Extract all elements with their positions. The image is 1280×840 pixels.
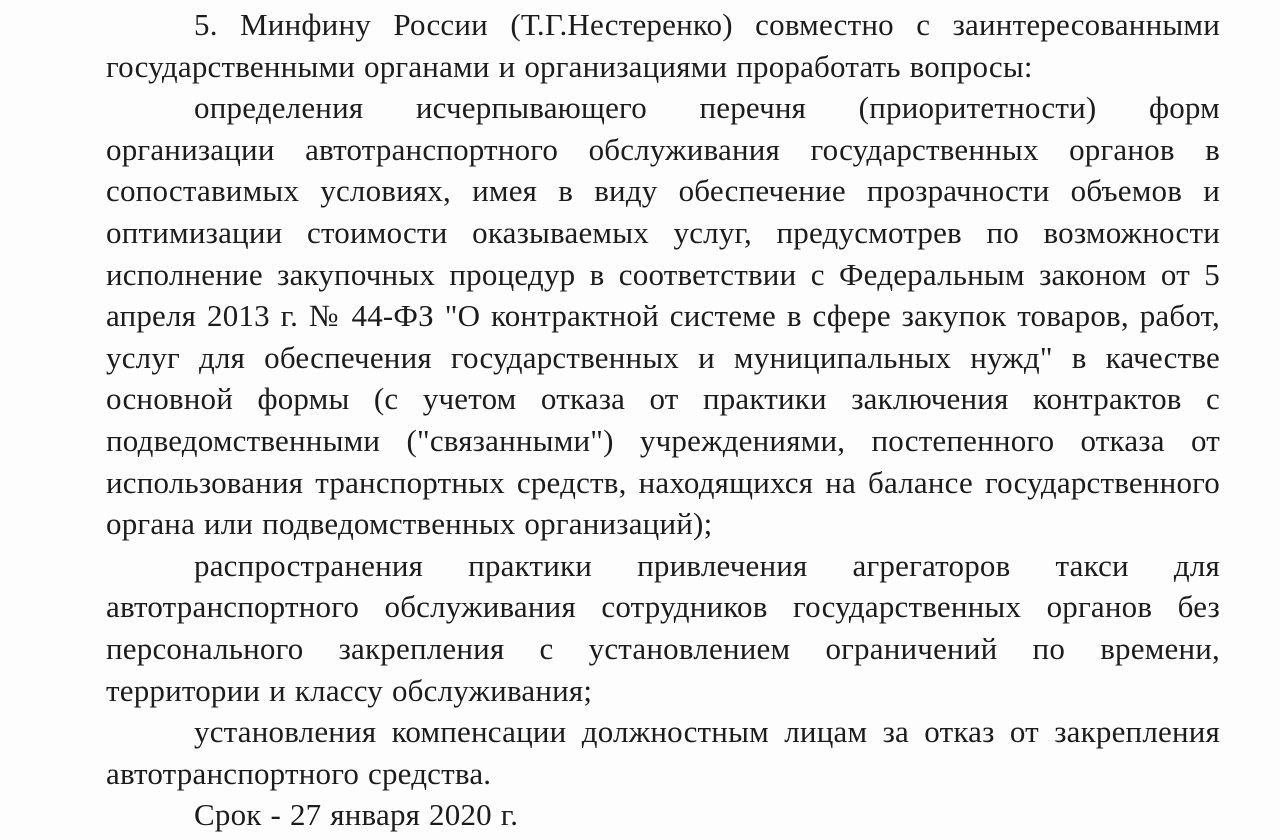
paragraph-subitem-list-of-forms: определения исчерпывающего перечня (приоритетности) форм организации автотранспортного обслуживания государственных органов в сопоставимых условиях, имея в виду обеспечение прозрачности объемов и оптимизации стоимости оказываемых услуг, предусмотрев по возможности исполнение закупочных процедур в соответствии с Федеральным законом от 5 апреля 2013 г. № 44-ФЗ "О контрактной системе в сфере закупок товаров, работ, услуг для обеспечения государственных и муниципальных нужд" в качестве основной формы (с учетом отказа от практики заключения контрактов с подведомственными ("связанными") учреждениями, постепенного отказа от использования транспортных средств, находящихся на балансе государственного органа или подведомственных организаций); [106, 90, 1220, 542]
paragraph-item-5: 5. Минфину России (Т.Г.Нестеренко) совместно с заинтересованными государственными органами и организациями проработать вопросы: [106, 7, 1220, 84]
paragraph-subitem-taxi-aggregators: распространения практики привлечения агрегаторов такси для автотранспортного обслуживания сотрудников государственных органов без персонального закрепления с установлением ограничений по времени, территории и классу обслуживания; [106, 547, 1220, 708]
deadline-line: Срок - 27 января 2020 г. [194, 797, 519, 833]
paragraph-subitem-compensation: установления компенсации должностным лицам за отказ от закрепления автотранспортного средства. [106, 714, 1220, 791]
document-body [106, 4, 1220, 836]
